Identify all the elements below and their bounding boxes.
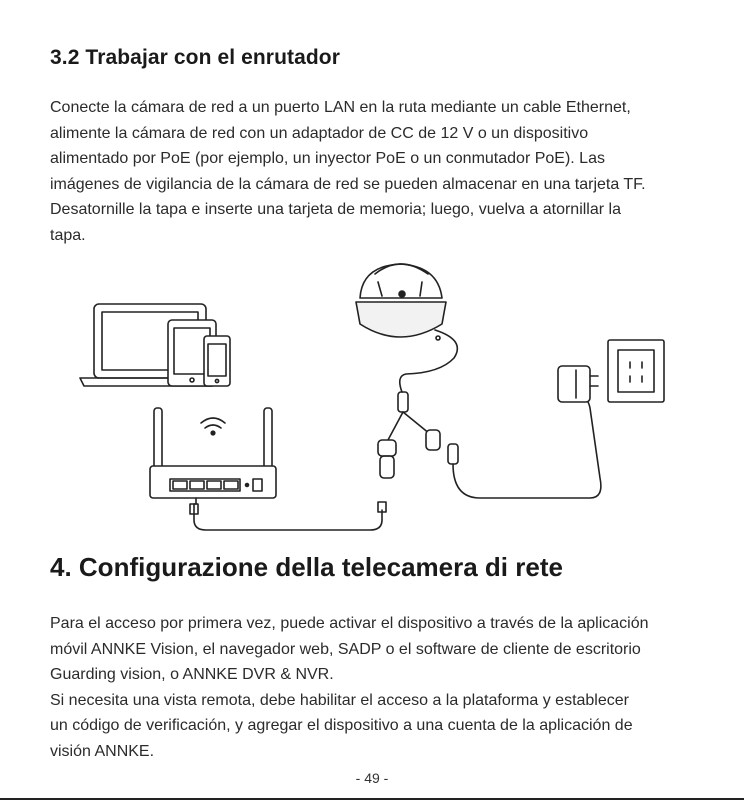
page-number: - 49 - — [355, 770, 389, 786]
paragraph-line: imágenes de vigilancia de la cámara de red se pueden almacenar en una tarjeta TF. — [50, 175, 646, 193]
section-3-2-paragraph — [50, 95, 710, 248]
paragraph-line: Si necesita una vista remota, debe habilitar el acceso a la plataforma y establecer — [50, 691, 629, 709]
footer-rule — [0, 798, 744, 800]
paragraph-line: un código de verificación, y agregar el dispositivo a una cuenta de la aplicación de — [50, 717, 633, 734]
power-cable — [453, 398, 601, 498]
wifi-icon — [201, 418, 225, 435]
paragraph-line: Para el acceso por primera vez, puede activar el dispositivo a través de la aplicación — [50, 615, 649, 632]
paragraph-line: alimente la cámara de red con un adaptador de CC de 12 V o un dispositivo — [50, 124, 589, 142]
paragraph-line: Desatornille la tapa e inserte una tarjeta de memoria; luego, vuelva a atornillar la — [50, 201, 621, 218]
paragraph-line: visión ANNKE. — [50, 742, 155, 760]
router-icon — [150, 408, 276, 498]
camera-pigtail — [400, 330, 458, 392]
dome-camera-icon — [356, 264, 446, 340]
paragraph-line: Conecte la cámara de red a un puerto LAN en la ruta mediante un cable Ethernet, — [50, 99, 631, 116]
phone-icon — [204, 336, 230, 386]
paragraph-line: alimentado por PoE (por ejemplo, un inyector PoE o un conmutador PoE). Las — [50, 150, 605, 167]
paragraph-line: móvil ANNKE Vision, el navegador web, SADP o el software de cliente de escritorio — [50, 640, 641, 658]
section-title-3-2: 3.2 Trabajar con el enrutador — [50, 46, 340, 69]
paragraph-line: tapa. — [50, 226, 86, 244]
connection-illustration — [70, 258, 680, 548]
ethernet-cable — [194, 498, 382, 530]
wall-outlet-icon — [608, 340, 664, 402]
section-4-paragraph — [50, 611, 710, 764]
power-adapter-icon — [558, 366, 598, 402]
section-title-4: 4. Configurazione della telecamera di rete — [50, 552, 563, 582]
paragraph-line: Guarding vision, o ANNKE DVR & NVR. — [50, 666, 334, 683]
